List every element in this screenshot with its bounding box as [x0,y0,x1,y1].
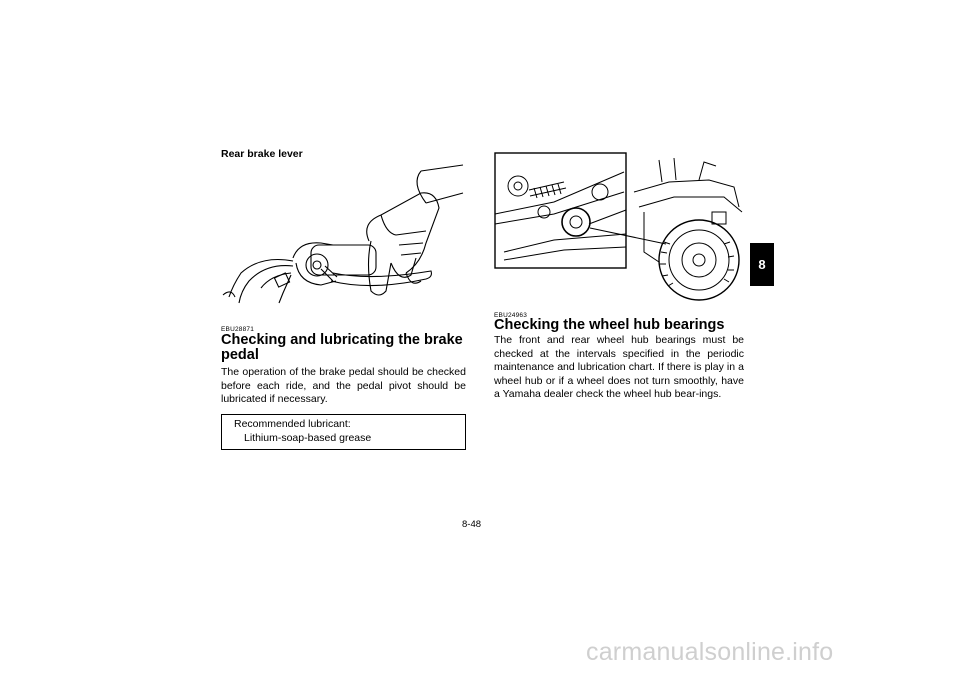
section-title: Checking and lubricating the brake pedal [221,332,463,363]
wheel-hub-illustration [494,152,744,310]
section-body: The front and rear wheel hub bearings must be checked at the intervals specified in the periodic maintenance and lubrication chart. If there is play in a wheel hub or if a wheel does not turn smoothly, have a Yamaha dealer check the wheel hub bear-ings. [494,334,744,401]
section-title: Checking the wheel hub bearings [494,317,725,333]
rear-brake-lever-illustration [221,163,466,311]
page-number: 8-48 [462,519,482,530]
chapter-tab: 8 [750,243,774,286]
watermark: carmanualsonline.info [586,638,834,666]
figure-caption: Rear brake lever [221,148,303,160]
recommended-lubricant-box [221,414,466,450]
section-code: EBU24963 [494,312,528,319]
section-body: The operation of the brake pedal should be checked before each ride, and the pedal pivot should be lubricated if necessary. [221,366,466,406]
section-code: EBU28871 [221,326,255,333]
lubricant-value: Lithium-soap-based grease [244,431,372,444]
lubricant-label: Recommended lubricant: [234,418,351,430]
